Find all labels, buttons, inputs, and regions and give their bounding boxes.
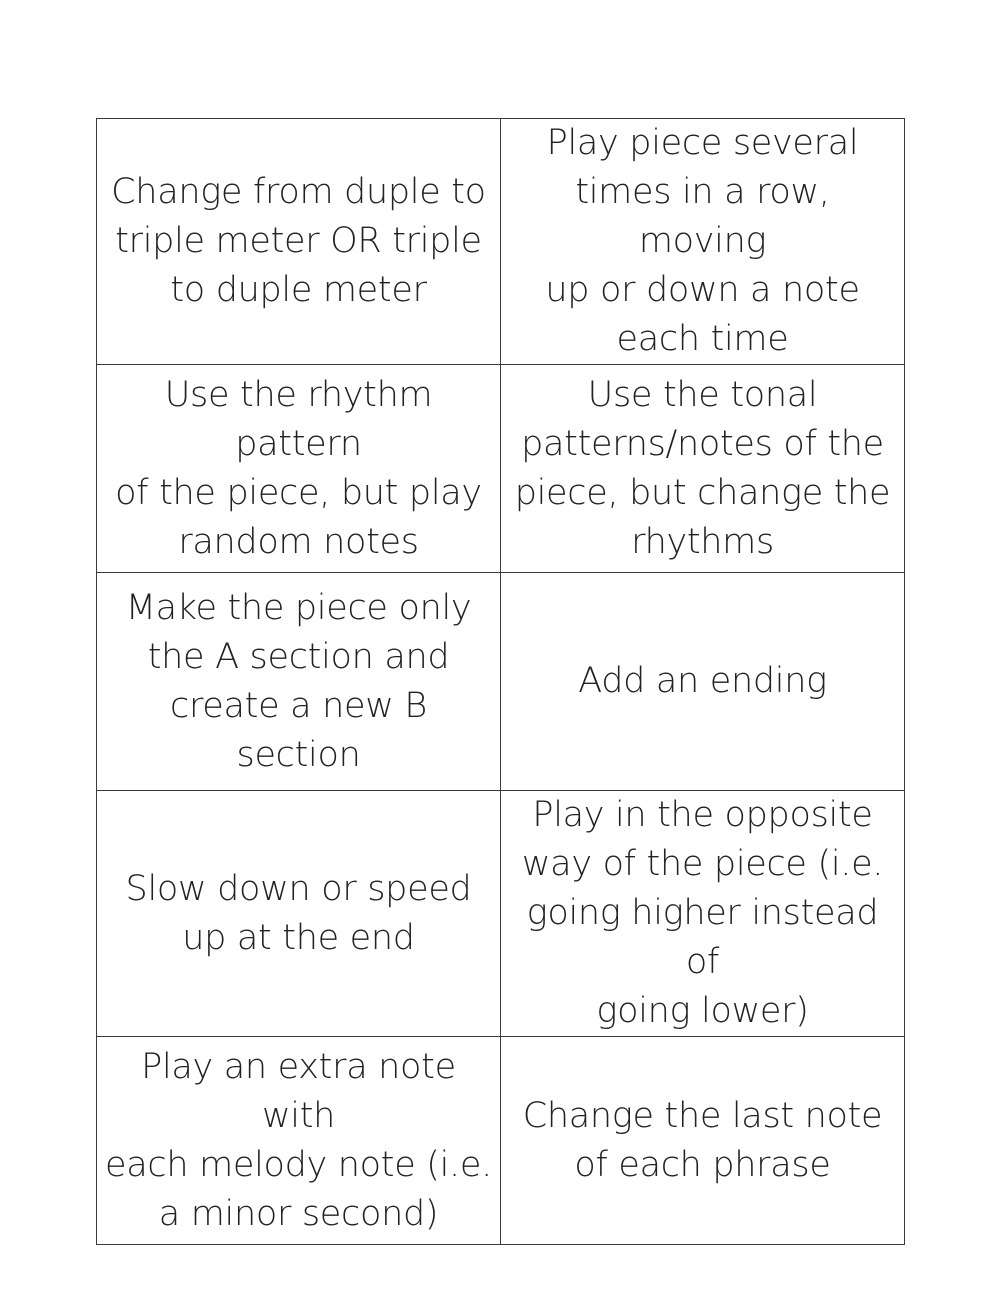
card-row (97, 119, 905, 365)
card-row (97, 365, 905, 573)
card-line: random notes (178, 521, 419, 562)
card-line: Use the rhythm pattern (164, 374, 433, 464)
card (501, 119, 905, 365)
card-line: Add an ending (578, 661, 827, 701)
card-line: a minor second) (158, 1193, 439, 1234)
card-line: create a new B section (170, 685, 427, 775)
card-row (97, 791, 905, 1037)
card-line: rhythms (631, 521, 774, 562)
card (97, 1037, 501, 1245)
card-line: triple meter OR triple (115, 221, 482, 261)
card-line: each melody note (i.e. (105, 1144, 492, 1185)
card-line: Make the piece only (125, 587, 472, 628)
card-line: way of the piece (i.e. (521, 844, 884, 884)
card (501, 365, 905, 573)
card-line: Play in the opposite (532, 795, 873, 835)
card-line: Change from duple to (111, 172, 486, 212)
card-line: of the piece, but play (115, 472, 482, 513)
card-line: Play an extra note with (141, 1046, 456, 1136)
card-line: piece, but change the (514, 472, 891, 513)
card (97, 791, 501, 1037)
card (501, 1037, 905, 1245)
card-row (97, 573, 905, 791)
card-line: Use the tonal (587, 374, 818, 415)
card (501, 791, 905, 1037)
card (97, 365, 501, 573)
card (501, 573, 905, 791)
card-line: to duple meter (170, 270, 427, 310)
card-line: going higher instead of (526, 893, 879, 982)
card-line: of each phrase (574, 1144, 831, 1185)
card-line: up or down a note (545, 270, 860, 310)
card-line: Change the last note (522, 1095, 883, 1136)
card-line: each time (616, 319, 789, 359)
card-line: Slow down or speed (125, 868, 472, 909)
card-line: up at the end (182, 917, 415, 958)
card-line: patterns/notes of the (521, 423, 884, 464)
card-line: the A section and (147, 636, 450, 677)
card-line: times in a row, moving (575, 172, 830, 261)
card-line: going lower) (596, 991, 809, 1031)
card-grid (96, 118, 905, 1245)
card (97, 573, 501, 791)
card (97, 119, 501, 365)
card-line: Play piece several (546, 123, 859, 163)
card-row (97, 1037, 905, 1245)
